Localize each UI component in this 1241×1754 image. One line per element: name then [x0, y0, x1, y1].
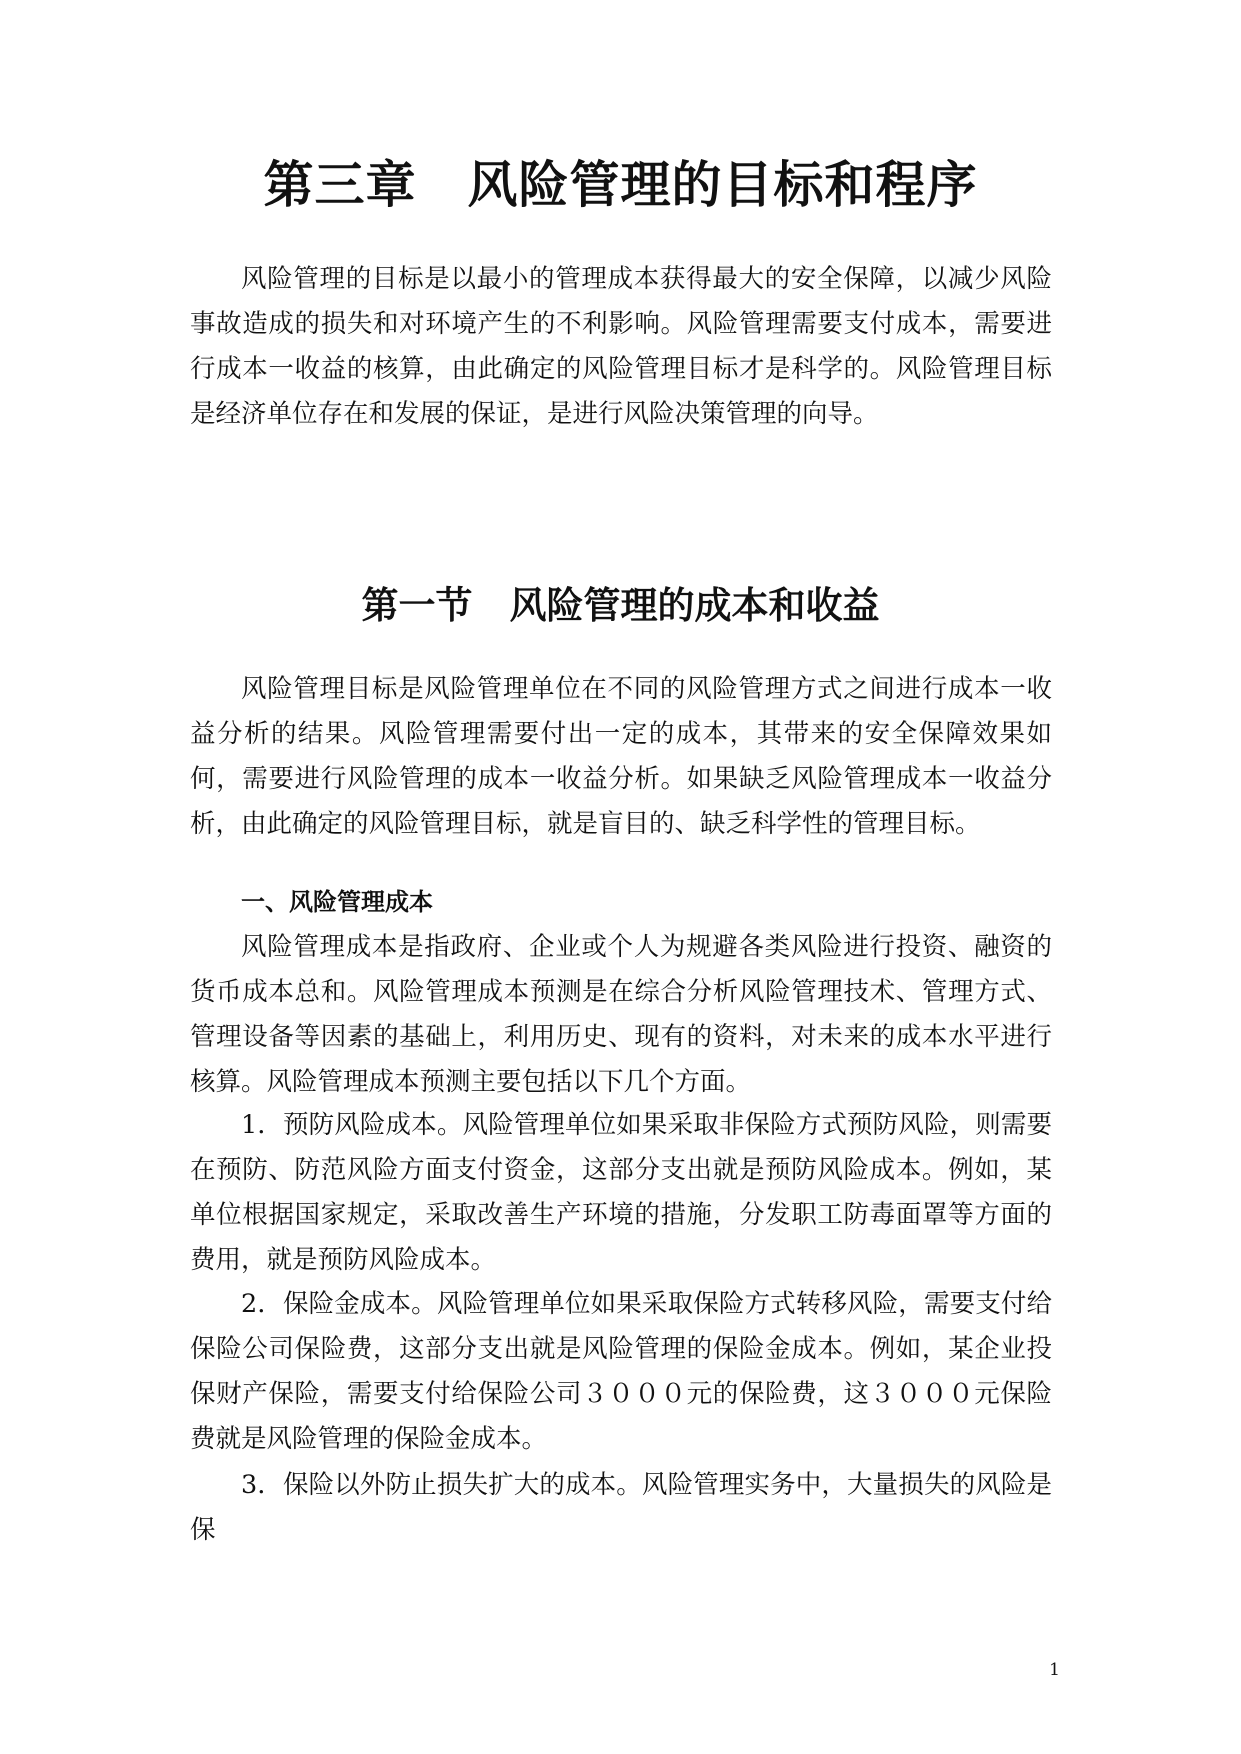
list-item-loss-control-cost: 3．保险以外防止损失扩大的成本。风险管理实务中，大量损失的风险是保 [190, 1470, 1052, 1545]
intro-paragraph: 风险管理的目标是以最小的管理成本获得最大的安全保障，以减少风险事故造成的损失和对环境产生的不利影响。风险管理需要支付成本，需要进行成本一收益的核算，由此确定的风险管理目标才是科学的。风险管理目标是经济单位存在和发展的保证，是进行风险决策管理的向导。 [190, 264, 1052, 429]
list-item-prevention-cost: 1．预防风险成本。风险管理单位如果采取非保险方式预防风险，则需要在预防、防范风险方面支付资金，这部分支出就是预防风险成本。例如，某单位根据国家规定，采取改善生产环境的措施，分发职工防毒面罩等方面的费用，就是预防风险成本。 [190, 1110, 1052, 1275]
cost-paragraph: 风险管理成本是指政府、企业或个人为规避各类风险进行投资、融资的货币成本总和。风险管理成本预测是在综合分析风险管理技术、管理方式、管理设备等因素的基础上，利用历史、现有的资料，对未来的成本水平进行核算。风险管理成本预测主要包括以下几个方面。 [190, 932, 1052, 1097]
chapter-title: 第三章 风险管理的目标和程序 [263, 156, 978, 214]
section-paragraph: 风险管理目标是风险管理单位在不同的风险管理方式之间进行成本一收益分析的结果。风险管理需要付出一定的成本，其带来的安全保障效果如何，需要进行风险管理的成本一收益分析。如果缺乏风险管理成本一收益分析，由此确定的风险管理目标，就是盲目的、缺乏科学性的管理目标。 [190, 674, 1052, 839]
list-item-insurance-cost: 2．保险金成本。风险管理单位如果采取保险方式转移风险，需要支付给保险公司保险费，这部分支出就是风险管理的保险金成本。例如，某企业投保财产保险，需要支付给保险公司３０００元的保险费，这３０００元保险费就是风险管理的保险金成本。 [190, 1289, 1052, 1454]
subheading: 一、风险管理成本 [241, 888, 433, 916]
page-number: 1 [1049, 1660, 1060, 1680]
section-title: 第一节 风险管理的成本和收益 [361, 584, 880, 627]
